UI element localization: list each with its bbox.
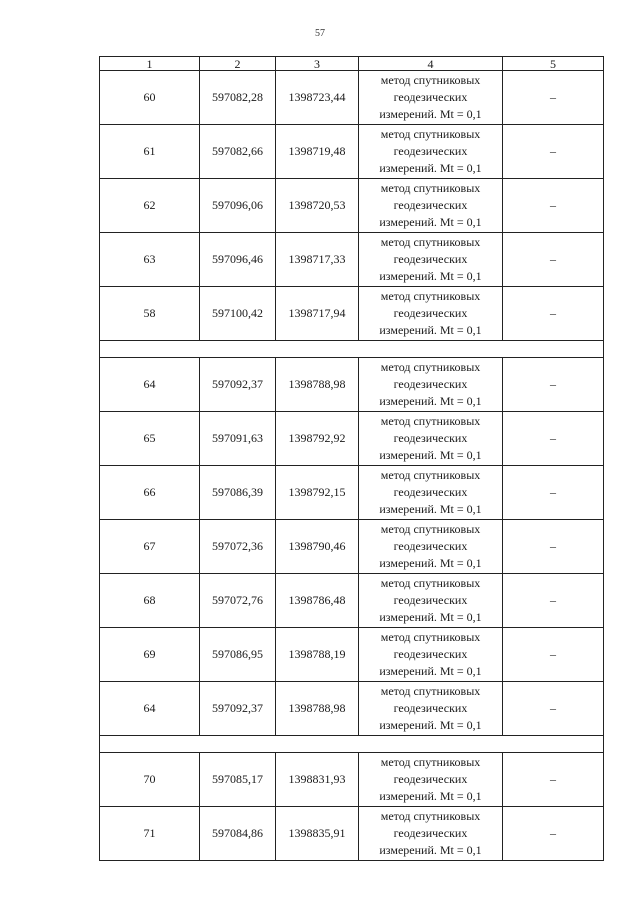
point-number-cell: 67 — [100, 520, 200, 574]
method-line: метод спутниковых — [380, 414, 481, 428]
y-coordinate-cell: 1398788,98 — [276, 682, 359, 736]
method-line: измерений. Mt = 0,1 — [379, 269, 482, 283]
method-line: геодезических — [393, 198, 468, 212]
note-cell: – — [503, 466, 604, 520]
page-number: 57 — [315, 28, 325, 39]
x-coordinate-cell: 597100,42 — [200, 287, 276, 341]
note-cell: – — [503, 233, 604, 287]
y-coordinate-cell: 1398788,98 — [276, 358, 359, 412]
note-cell: – — [503, 287, 604, 341]
method-cell — [359, 287, 503, 341]
table-row — [100, 287, 604, 341]
x-coordinate-cell: 597086,95 — [200, 628, 276, 682]
method-line: геодезических — [393, 701, 468, 715]
method-line: метод спутниковых — [380, 360, 481, 374]
method-line: измерений. Mt = 0,1 — [379, 161, 482, 175]
x-coordinate-cell: 597082,66 — [200, 125, 276, 179]
method-cell — [359, 466, 503, 520]
method-line: метод спутниковых — [380, 522, 481, 536]
method-line: геодезических — [393, 144, 468, 158]
table-row — [100, 753, 604, 807]
x-coordinate-cell: 597072,76 — [200, 574, 276, 628]
y-coordinate-cell: 1398723,44 — [276, 71, 359, 125]
method-line: измерений. Mt = 0,1 — [379, 107, 482, 121]
method-cell — [359, 179, 503, 233]
y-coordinate-cell: 1398717,33 — [276, 233, 359, 287]
note-cell: – — [503, 753, 604, 807]
x-coordinate-cell: 597092,37 — [200, 682, 276, 736]
method-line: геодезических — [393, 485, 468, 499]
method-line: метод спутниковых — [380, 755, 481, 769]
method-cell — [359, 358, 503, 412]
method-line: измерений. Mt = 0,1 — [379, 843, 482, 857]
method-line: измерений. Mt = 0,1 — [379, 610, 482, 624]
method-line: метод спутниковых — [380, 809, 481, 823]
note-cell: – — [503, 125, 604, 179]
method-line: метод спутниковых — [380, 468, 481, 482]
separator-row — [100, 736, 604, 753]
header-col-3: 3 — [276, 57, 359, 71]
table-body — [100, 71, 604, 861]
table-row — [100, 233, 604, 287]
method-cell — [359, 628, 503, 682]
method-line: геодезических — [393, 647, 468, 661]
method-cell — [359, 520, 503, 574]
x-coordinate-cell: 597096,06 — [200, 179, 276, 233]
y-coordinate-cell: 1398717,94 — [276, 287, 359, 341]
method-line: геодезических — [393, 539, 468, 553]
method-line: измерений. Mt = 0,1 — [379, 664, 482, 678]
point-number-cell: 58 — [100, 287, 200, 341]
method-line: геодезических — [393, 252, 468, 266]
method-line: геодезических — [393, 772, 468, 786]
table-row — [100, 628, 604, 682]
point-number-cell: 60 — [100, 71, 200, 125]
y-coordinate-cell: 1398720,53 — [276, 179, 359, 233]
x-coordinate-cell: 597084,86 — [200, 807, 276, 861]
method-line: измерений. Mt = 0,1 — [379, 215, 482, 229]
method-line: измерений. Mt = 0,1 — [379, 556, 482, 570]
separator-cell — [100, 736, 604, 753]
point-number-cell: 63 — [100, 233, 200, 287]
point-number-cell: 62 — [100, 179, 200, 233]
y-coordinate-cell: 1398786,48 — [276, 574, 359, 628]
method-cell — [359, 753, 503, 807]
note-cell: – — [503, 574, 604, 628]
method-line: метод спутниковых — [380, 73, 481, 87]
method-line: измерений. Mt = 0,1 — [379, 502, 482, 516]
method-cell — [359, 574, 503, 628]
table-row — [100, 466, 604, 520]
separator-cell — [100, 341, 604, 358]
table-row — [100, 520, 604, 574]
method-line: метод спутниковых — [380, 127, 481, 141]
table-header-row — [100, 57, 604, 71]
table-row — [100, 179, 604, 233]
method-line: геодезических — [393, 377, 468, 391]
x-coordinate-cell: 597082,28 — [200, 71, 276, 125]
method-cell — [359, 233, 503, 287]
method-line: геодезических — [393, 826, 468, 840]
method-cell — [359, 71, 503, 125]
header-col-4: 4 — [359, 57, 503, 71]
table-row — [100, 412, 604, 466]
y-coordinate-cell: 1398719,48 — [276, 125, 359, 179]
y-coordinate-cell: 1398792,92 — [276, 412, 359, 466]
point-number-cell: 64 — [100, 682, 200, 736]
note-cell: – — [503, 358, 604, 412]
note-cell: – — [503, 412, 604, 466]
point-number-cell: 64 — [100, 358, 200, 412]
table-row — [100, 358, 604, 412]
x-coordinate-cell: 597085,17 — [200, 753, 276, 807]
y-coordinate-cell: 1398835,91 — [276, 807, 359, 861]
table-row — [100, 71, 604, 125]
point-number-cell: 68 — [100, 574, 200, 628]
method-line: геодезических — [393, 306, 468, 320]
y-coordinate-cell: 1398831,93 — [276, 753, 359, 807]
table-row — [100, 682, 604, 736]
method-line: геодезических — [393, 90, 468, 104]
point-number-cell: 71 — [100, 807, 200, 861]
x-coordinate-cell: 597086,39 — [200, 466, 276, 520]
header-col-2: 2 — [200, 57, 276, 71]
method-line: измерений. Mt = 0,1 — [379, 323, 482, 337]
header-col-5: 5 — [503, 57, 604, 71]
x-coordinate-cell: 597091,63 — [200, 412, 276, 466]
method-line: метод спутниковых — [380, 289, 481, 303]
method-line: геодезических — [393, 431, 468, 445]
note-cell: – — [503, 71, 604, 125]
header-col-1: 1 — [100, 57, 200, 71]
method-cell — [359, 682, 503, 736]
point-number-cell: 61 — [100, 125, 200, 179]
table-row — [100, 574, 604, 628]
method-line: метод спутниковых — [380, 684, 481, 698]
y-coordinate-cell: 1398788,19 — [276, 628, 359, 682]
note-cell: – — [503, 807, 604, 861]
point-number-cell: 69 — [100, 628, 200, 682]
separator-row — [100, 341, 604, 358]
note-cell: – — [503, 179, 604, 233]
method-line: метод спутниковых — [380, 630, 481, 644]
method-cell — [359, 412, 503, 466]
y-coordinate-cell: 1398792,15 — [276, 466, 359, 520]
point-number-cell: 70 — [100, 753, 200, 807]
coordinates-table — [99, 56, 604, 861]
method-line: измерений. Mt = 0,1 — [379, 448, 482, 462]
point-number-cell: 65 — [100, 412, 200, 466]
x-coordinate-cell: 597096,46 — [200, 233, 276, 287]
note-cell: – — [503, 682, 604, 736]
method-line: измерений. Mt = 0,1 — [379, 718, 482, 732]
table-row — [100, 125, 604, 179]
method-cell — [359, 807, 503, 861]
note-cell: – — [503, 520, 604, 574]
x-coordinate-cell: 597092,37 — [200, 358, 276, 412]
table-row — [100, 807, 604, 861]
method-line: измерений. Mt = 0,1 — [379, 394, 482, 408]
method-line: метод спутниковых — [380, 235, 481, 249]
method-line: метод спутниковых — [380, 576, 481, 590]
method-line: измерений. Mt = 0,1 — [379, 789, 482, 803]
method-line: геодезических — [393, 593, 468, 607]
y-coordinate-cell: 1398790,46 — [276, 520, 359, 574]
note-cell: – — [503, 628, 604, 682]
method-line: метод спутниковых — [380, 181, 481, 195]
method-cell — [359, 125, 503, 179]
x-coordinate-cell: 597072,36 — [200, 520, 276, 574]
point-number-cell: 66 — [100, 466, 200, 520]
